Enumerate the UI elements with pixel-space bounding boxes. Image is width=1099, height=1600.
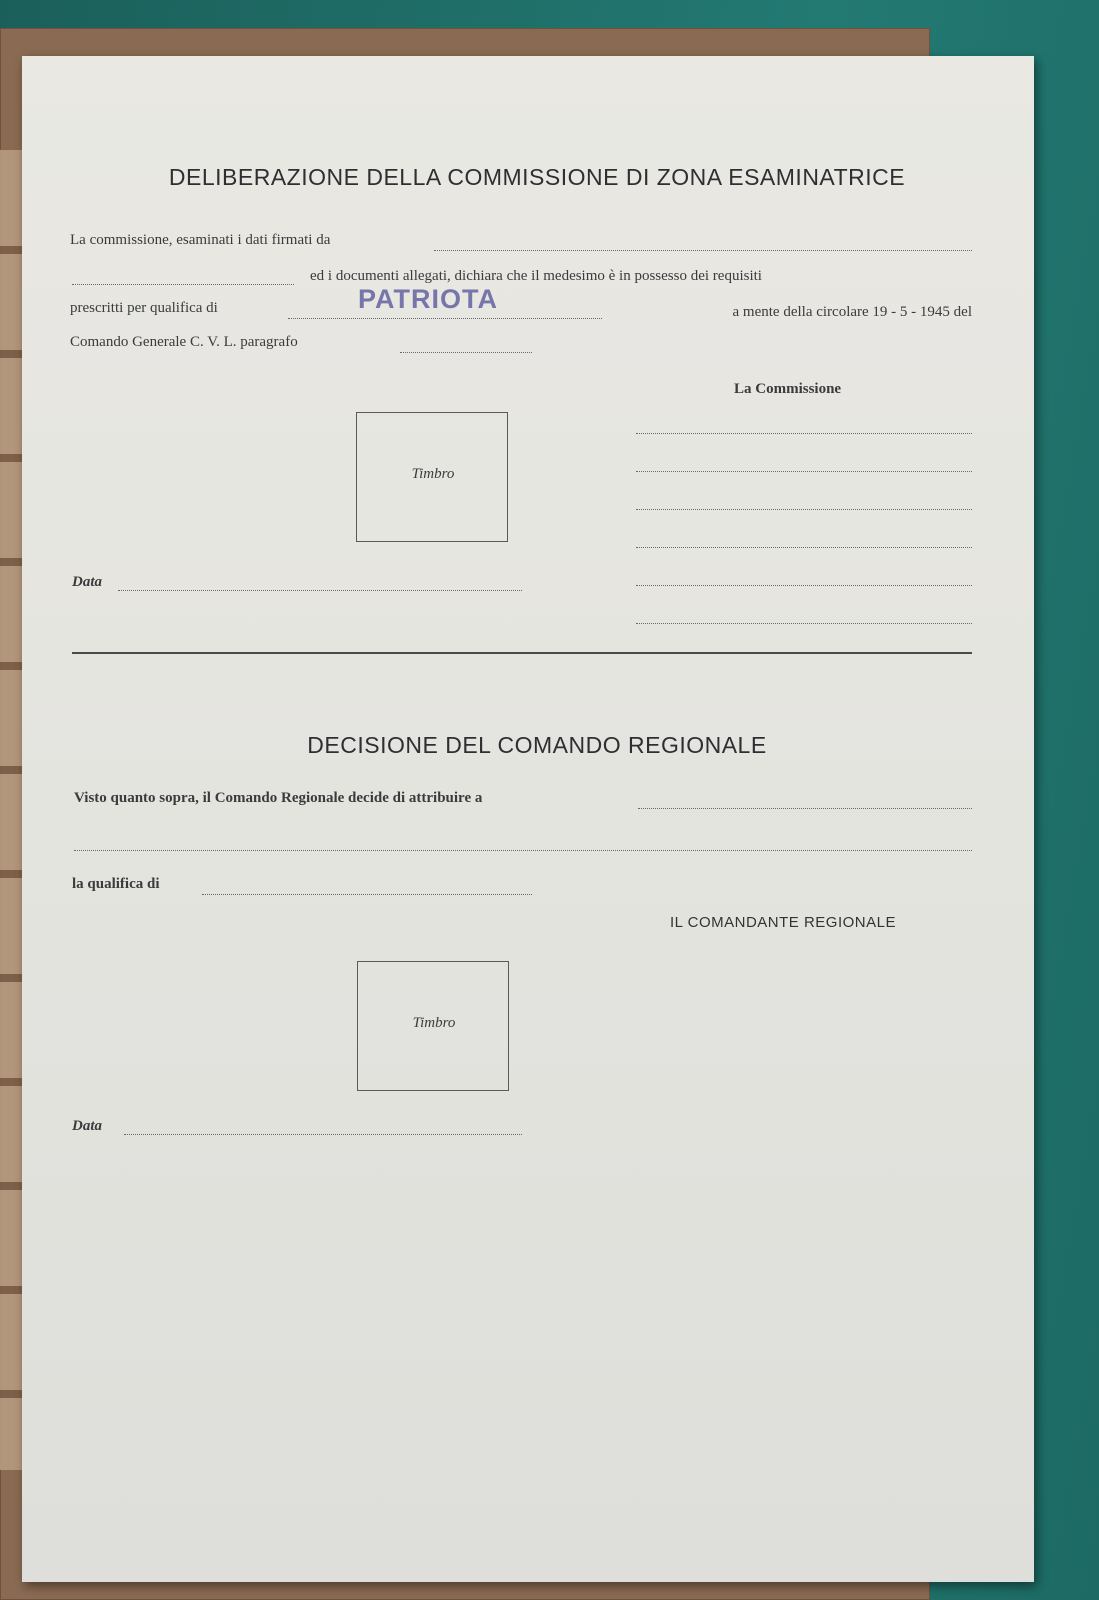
section1-line2: ed i documenti allegati, dichiara che il medesimo è in possesso dei requisiti — [310, 268, 762, 284]
section1-date-label: Data — [72, 574, 102, 590]
signature-line-5 — [636, 585, 972, 586]
recipient-dotted-field — [638, 808, 972, 809]
section1-title: DELIBERAZIONE DELLA COMMISSIONE DI ZONA ESAMINATRICE — [168, 164, 906, 190]
signature-line-1 — [636, 433, 972, 434]
section-divider — [72, 652, 972, 654]
commander-signature-label: IL COMANDANTE REGIONALE — [670, 914, 896, 931]
continuation-dotted-field — [72, 284, 294, 285]
section2-qualification-field — [202, 894, 532, 895]
signature-line-3 — [636, 509, 972, 510]
name-dotted-field — [434, 250, 972, 251]
section1-line3a: prescritti per qualifica di — [70, 300, 218, 316]
paragraph-dotted-field — [400, 352, 532, 353]
section2-title: DECISIONE DEL COMANDO REGIONALE — [307, 732, 767, 758]
section2-line3: la qualifica di — [72, 876, 160, 892]
stamp-box-1-label: Timbro — [411, 466, 455, 482]
section2-date-field — [124, 1134, 522, 1135]
section2-line1: Visto quanto sopra, il Comando Regionale decide di attribuire a — [74, 790, 483, 806]
signature-line-2 — [636, 471, 972, 472]
section2-date-label: Data — [72, 1118, 102, 1134]
document-page — [22, 56, 1034, 1582]
qualification-dotted-field — [288, 318, 602, 319]
signature-line-6 — [636, 623, 972, 624]
section1-line4: Comando Generale C. V. L. paragrafo — [70, 334, 298, 350]
commission-signature-label: La Commissione — [734, 381, 842, 397]
patriota-stamp: PATRIOTA — [358, 284, 498, 314]
recipient-continuation-field — [74, 850, 972, 851]
stamp-box-2-label: Timbro — [412, 1015, 456, 1031]
section1-date-field — [118, 590, 522, 591]
section1-line3b: a mente della circolare 19 - 5 - 1945 del — [732, 304, 972, 320]
section1-line1: La commissione, esaminati i dati firmati da — [70, 232, 331, 248]
signature-line-4 — [636, 547, 972, 548]
